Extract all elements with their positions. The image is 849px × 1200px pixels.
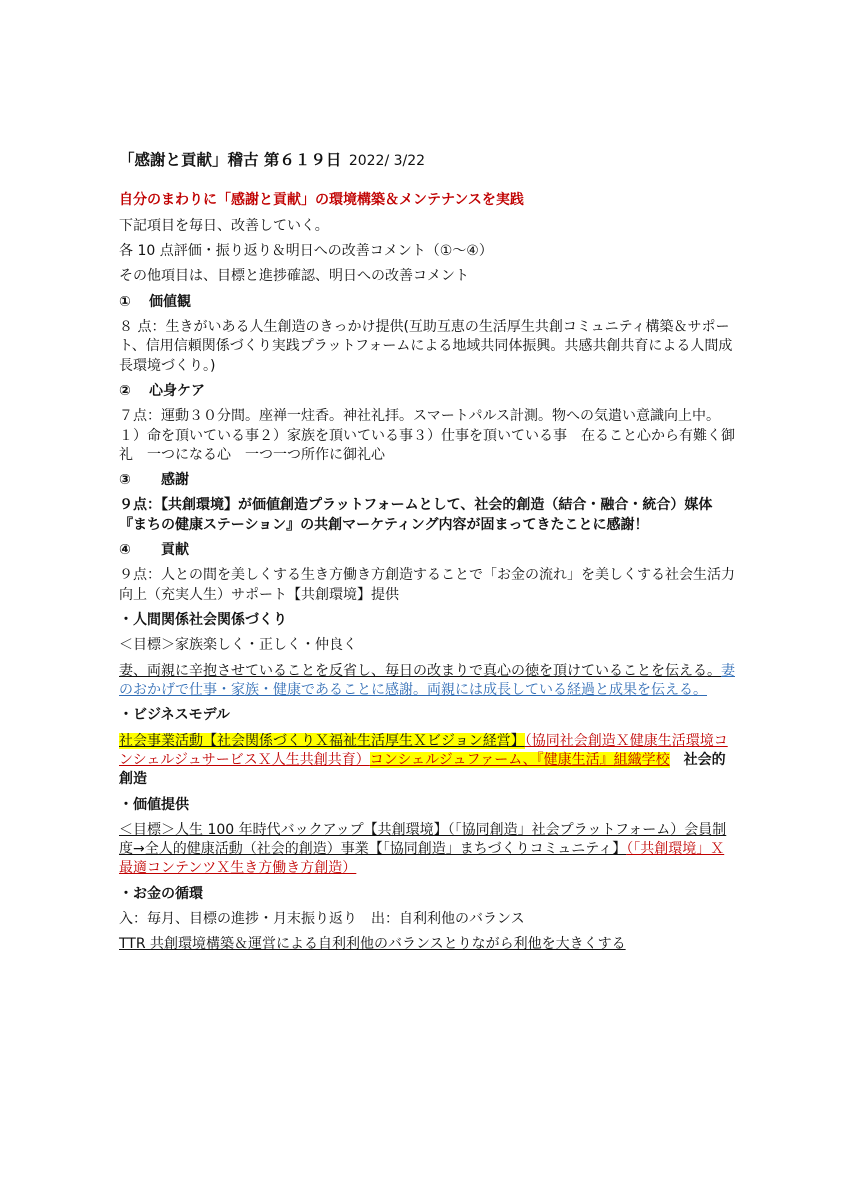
value-part-b: （「共創環境」Ｘ 最適コンテンツＸ生き方働き方創造）: [119, 841, 725, 877]
business-body: [119, 732, 739, 790]
intro-line-1: 下記項目を毎日、改善していく。: [119, 217, 329, 234]
business-heading: ・ビジネスモデル: [119, 707, 230, 724]
money-line-2: TTR 共創環境構築＆運営による自利利他のバランスとりながら利他を大きくする: [119, 936, 626, 953]
section-4-title: 貢献: [161, 542, 189, 559]
money-heading: ・お金の循環: [119, 885, 203, 902]
value-body: [119, 821, 739, 879]
relations-body-2: 妻のおかげで仕事・家族・健康であることに感謝。両親には成長している経過と成果を伝える。: [119, 662, 735, 698]
section-3-number: ③: [119, 472, 131, 489]
section-3-body: ９点：【共創環境】が価値創造プラットフォームとして、社会的創造（結合・融合・統合）媒体『まちの健康ステーション』の共創マーケティング内容が固まってきたことに感謝！: [119, 497, 713, 533]
section-1-title: 価値観: [149, 293, 191, 310]
section-1-heading: [119, 293, 739, 312]
section-2-heading: [119, 382, 739, 401]
section-4-number: ④: [119, 542, 131, 559]
section-2-number: ②: [119, 382, 131, 399]
page-title: [119, 150, 739, 171]
section-3-heading: [119, 471, 739, 490]
section-1-body: ８ 点：生きがいある人生創造のきっかけ提供(互助互恵の生活厚生共創コミュニティ構築＆サポート、信用信頼関係づくり実践プラットフォームによる地域共同体振興。共感共創共育による人間成長環境づくり。): [119, 318, 733, 374]
intro-heading: 自分のまわりに「感謝と貢献」の環境構築＆メンテナンスを実践: [119, 192, 524, 209]
value-heading: ・価値提供: [119, 796, 189, 813]
relations-goal: ＜目標＞家族楽しく・正しく・仲良く: [119, 637, 357, 654]
title-date: 2022/ 3/22: [348, 153, 426, 169]
business-part-a: 社会事業活動【社会関係づくりＸ福祉生活厚生Ｘビジョン経営】: [119, 732, 525, 749]
section-3-title: 感謝: [161, 472, 189, 489]
relations-body-1: 妻、両親に辛抱させていることを反省し、毎日の改まりで真心の徳を頂けていることを伝える。: [119, 662, 721, 679]
value-part-a: ＜目標＞人生 100 年時代バックアップ【共創環境】（「協同創造」社会プラットフォーム）会員制度→全人的健康活動（社会的創造）事業【「協同創造」まちづくりコミュニティ】: [119, 821, 727, 858]
section-2-body: ７点：運動３０分間。座禅一炷香。神社礼拝。スマートパルス計測。物への気遣い意識向上中。１）命を頂いている事２）家族を頂いている事３）仕事を頂いている事 在ること心から有難く御礼 一つになる心 一つ一つ所作に御礼心: [119, 408, 735, 463]
business-part-d: 社会的創造: [119, 751, 726, 788]
relations-body: [119, 662, 739, 701]
intro-line-2: 各 10 点評価・振り返り＆明日への改善コメント（①～④）: [119, 243, 493, 259]
business-part-c: コンシェルジュファーム、『健康生活』組織学校: [369, 751, 670, 768]
document-page: [119, 150, 739, 961]
intro-line-3: その他項目は、目標と進捗確認、明日への改善コメント: [119, 268, 469, 285]
relations-heading: ・人間関係社会関係づくり: [119, 612, 287, 628]
title-main: 「感謝と貢献」稽古 第６１９日: [119, 151, 342, 169]
business-part-b: （協同社会創造Ｘ健康生活環境コンシェルジュサービスＸ人生共創共育）: [119, 732, 728, 768]
section-1-number: ①: [119, 293, 131, 310]
section-4-heading: [119, 541, 739, 560]
section-4-body: ９点：人との間を美しくする生き方働き方創造することで「お金の流れ」を美しくする社会生活力向上（充実人生）サポート【共創環境】提供: [119, 567, 735, 603]
section-2-title: 心身ケア: [149, 382, 205, 399]
money-line-1: 入：毎月、目標の進捗・月末振り返り 出：自利利他のバランス: [119, 911, 525, 928]
